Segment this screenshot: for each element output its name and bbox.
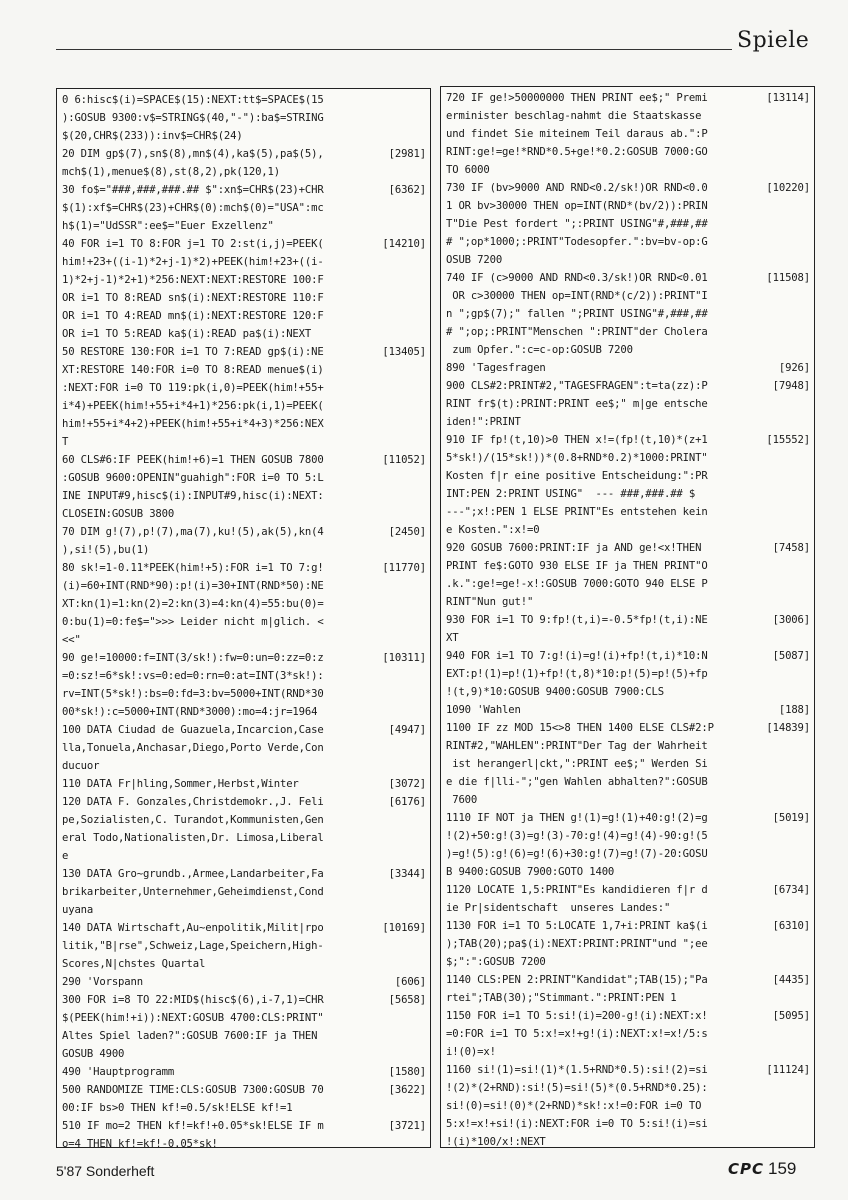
- code-line: [446, 1133, 810, 1148]
- header-rule: [56, 49, 732, 50]
- code-line: [446, 1061, 810, 1079]
- code-text: EXT:p!(1)=p!(1)+fp!(t,8)*10:p!(5)=p!(5)+fp: [446, 668, 708, 680]
- checksum: [7458]: [772, 542, 810, 554]
- code-line: [446, 917, 810, 935]
- code-line: [62, 793, 426, 811]
- code-text: B 9400:GOSUB 7900:GOTO 1400: [446, 866, 615, 878]
- code-line: [62, 1063, 426, 1081]
- code-text: zum Opfer.":c=c-op:GOSUB 7200: [446, 344, 633, 356]
- code-text: 40 FOR i=1 TO 8:FOR j=1 TO 2:st(i,j)=PEEK(: [62, 238, 324, 250]
- code-text: 1140 CLS:PEN 2:PRINT"Kandidat";TAB(15);"Pa: [446, 974, 708, 986]
- code-line: [446, 647, 810, 665]
- code-line: [446, 719, 810, 737]
- code-text: 60 CLS#6:IF PEEK(him!+6)=1 THEN GOSUB 7800: [62, 454, 324, 466]
- code-text: # ";op;:PRINT"Menschen ":PRINT"der Cholera: [446, 326, 708, 338]
- code-text: 20 DIM gp$(7),sn$(8),mn$(4),ka$(5),pa$(5),: [62, 148, 324, 160]
- code-text: 00:IF bs>0 THEN kf!=0.5/sk!ELSE kf!=1: [62, 1102, 293, 1114]
- checksum: [3344]: [388, 868, 426, 880]
- checksum: [13114]: [766, 92, 810, 104]
- code-text: T"Die Pest fordert ";:PRINT USING"#,###,##: [446, 218, 708, 230]
- code-text: Altes Spiel laden?":GOSUB 7600:IF ja THEN: [62, 1030, 318, 1042]
- code-line: [62, 559, 426, 577]
- code-line: [446, 1097, 810, 1115]
- code-text: RINT:ge!=ge!*RND*0.5+ge!*0.2:GOSUB 7000:GO: [446, 146, 708, 158]
- code-text: n ";gp$(7);" fallen ";PRINT USING"#,###,##: [446, 308, 708, 320]
- code-line: [446, 1043, 810, 1061]
- checksum: [13405]: [382, 346, 426, 358]
- code-line: [446, 449, 810, 467]
- code-text: und findet Sie miteinem Teil daraus ab.":P: [446, 128, 708, 140]
- code-line: [446, 521, 810, 539]
- code-text: INE INPUT#9,hisc$(i):INPUT#9,hisc(i):NEXT:: [62, 490, 324, 502]
- code-text: );TAB(20);pa$(i):NEXT:PRINT:PRINT"und ";ee: [446, 938, 708, 950]
- code-text: him!+55+i*4+2)+PEEK(him!+55+i*4+3)*256:NEX: [62, 418, 324, 430]
- checksum: [3072]: [388, 778, 426, 790]
- code-text: 730 IF (bv>9000 AND RND<0.2/sk!)OR RND<0.0: [446, 182, 708, 194]
- checksum: [14839]: [766, 722, 810, 734]
- code-text: <<": [62, 634, 81, 646]
- code-text: Scores,N|chstes Quartal: [62, 958, 206, 970]
- checksum: [3721]: [388, 1120, 426, 1132]
- code-text: uyana: [62, 904, 94, 916]
- code-line: [446, 485, 810, 503]
- code-text: 1)*2+j-1)*2+1)*256:NEXT:NEXT:RESTORE 100:F: [62, 274, 324, 286]
- code-text: RINT fr$(t):PRINT:PRINT ee$;" m|ge entsche: [446, 398, 708, 410]
- code-text: !(2)+50:g!(3)=g!(3)-70:g!(4)=g!(4)-90:g!(5: [446, 830, 708, 842]
- code-line: [62, 739, 426, 757]
- checksum: [11508]: [766, 272, 810, 284]
- code-text: XT: [446, 632, 459, 644]
- code-text: 720 IF ge!>50000000 THEN PRINT ee$;" Premi: [446, 92, 708, 104]
- code-line: [62, 289, 426, 307]
- code-text: $(PEEK(him!+i)):NEXT:GOSUB 4700:CLS:PRINT": [62, 1012, 324, 1024]
- code-line: [62, 253, 426, 271]
- code-line: [446, 1079, 810, 1097]
- code-line: [62, 1009, 426, 1027]
- code-text: 1110 IF NOT ja THEN g!(1)=g!(1)+40:g!(2)=g: [446, 812, 708, 824]
- code-text: Kosten f|r eine positive Entscheidung:":PR: [446, 470, 708, 482]
- code-line: [62, 883, 426, 901]
- code-line: [62, 1081, 426, 1099]
- checksum: [1580]: [388, 1066, 426, 1078]
- code-line: [446, 737, 810, 755]
- code-line: [446, 431, 810, 449]
- code-line: [62, 631, 426, 649]
- code-text: 70 DIM g!(7),p!(7),ma(7),ku!(5),ak(5),kn(4: [62, 526, 324, 538]
- code-line: [446, 683, 810, 701]
- code-text: !(2)*(2+RND):si!(5)=si!(5)*(0.5+RND*0.25):: [446, 1082, 708, 1094]
- checksum: [6734]: [772, 884, 810, 896]
- code-text: iden!":PRINT: [446, 416, 521, 428]
- code-line: [62, 1117, 426, 1135]
- code-line: [62, 487, 426, 505]
- code-line: [62, 163, 426, 181]
- code-line: [446, 791, 810, 809]
- checksum: [3006]: [772, 614, 810, 626]
- code-text: 1 OR bv>30000 THEN op=INT(RND*(bv/2)):PRIN: [446, 200, 708, 212]
- code-line: [62, 1027, 426, 1045]
- code-text: rtei";TAB(30);"Stimmant.":PRINT:PEN 1: [446, 992, 677, 1004]
- code-text: 510 IF mo=2 THEN kf!=kf!+0.05*sk!ELSE IF m: [62, 1120, 324, 1132]
- code-text: OR c>30000 THEN op=INT(RND*(c/2)):PRINT"I: [446, 290, 708, 302]
- code-line: [446, 395, 810, 413]
- code-line: [446, 557, 810, 575]
- code-text: o=4 THEN kf!=kf!-0.05*sk!: [62, 1138, 218, 1148]
- code-text: T: [62, 436, 69, 448]
- code-text: 500 RANDOMIZE TIME:CLS:GOSUB 7300:GOSUB 70: [62, 1084, 324, 1096]
- code-line: [446, 503, 810, 521]
- code-line: [62, 703, 426, 721]
- code-text: RINT#2,"WAHLEN":PRINT"Der Tag der Wahrheit: [446, 740, 708, 752]
- checksum: [6176]: [388, 796, 426, 808]
- code-text: e: [62, 850, 69, 862]
- listing-column-right: [440, 86, 815, 1148]
- code-line: [446, 413, 810, 431]
- code-line: [446, 197, 810, 215]
- code-text: TO 6000: [446, 164, 490, 176]
- code-line: [446, 971, 810, 989]
- code-text: 140 DATA Wirtschaft,Au~enpolitik,Milit|rpo: [62, 922, 324, 934]
- checksum: [7948]: [772, 380, 810, 392]
- code-text: 1090 'Wahlen: [446, 704, 521, 716]
- code-line: [62, 901, 426, 919]
- code-text: :NEXT:FOR i=0 TO 119:pk(i,0)=PEEK(him!+55+: [62, 382, 324, 394]
- code-text: 7600: [446, 794, 478, 806]
- code-line: [62, 955, 426, 973]
- checksum: [188]: [778, 704, 810, 716]
- code-line: [62, 325, 426, 343]
- code-text: 890 'Tagesfragen: [446, 362, 546, 374]
- code-line: [446, 665, 810, 683]
- code-line: [62, 865, 426, 883]
- checksum: [14210]: [382, 238, 426, 250]
- code-text: 1160 si!(1)=si!(1)*(1.5+RND*0.5):si!(2)=si: [446, 1064, 708, 1076]
- code-text: XT:kn(1)=1:kn(2)=2:kn(3)=4:kn(4)=55:bu(0)=: [62, 598, 324, 610]
- checksum: [11052]: [382, 454, 426, 466]
- code-line: [446, 377, 810, 395]
- checksum: [11124]: [766, 1064, 810, 1076]
- code-text: 110 DATA Fr|hling,Sommer,Herbst,Winter: [62, 778, 299, 790]
- code-text: CLOSEIN:GOSUB 3800: [62, 508, 175, 520]
- code-line: [446, 107, 810, 125]
- code-text: OR i=1 TO 8:READ sn$(i):NEXT:RESTORE 110:F: [62, 292, 324, 304]
- code-line: [62, 145, 426, 163]
- code-text: )=g!(5):g!(6)=g!(6)+30:g!(7)=g!(7)-20:GOSU: [446, 848, 708, 860]
- code-line: [62, 667, 426, 685]
- code-line: [62, 919, 426, 937]
- code-line: [446, 359, 810, 377]
- code-line: [62, 505, 426, 523]
- code-line: [62, 829, 426, 847]
- checksum: [4435]: [772, 974, 810, 986]
- checksum: [10169]: [382, 922, 426, 934]
- code-line: [446, 899, 810, 917]
- code-line: [446, 143, 810, 161]
- code-line: [446, 989, 810, 1007]
- code-line: [62, 721, 426, 739]
- code-text: XT:RESTORE 140:FOR i=0 TO 8:READ menue$(i): [62, 364, 324, 376]
- code-line: [446, 161, 810, 179]
- code-line: [62, 217, 426, 235]
- code-line: [62, 1045, 426, 1063]
- page-number: 159: [768, 1159, 797, 1178]
- code-line: [62, 811, 426, 829]
- code-line: [62, 991, 426, 1009]
- code-text: 290 'Vorspann: [62, 976, 143, 988]
- code-line: [62, 523, 426, 541]
- code-text: e Kosten.":x!=0: [446, 524, 540, 536]
- code-text: # ";op*1000;:PRINT"Todesopfer.":bv=bv-op:G: [446, 236, 708, 248]
- code-line: [62, 757, 426, 775]
- code-line: [446, 863, 810, 881]
- code-text: OR i=1 TO 4:READ mn$(i):NEXT:RESTORE 120:F: [62, 310, 324, 322]
- checksum: [5658]: [388, 994, 426, 1006]
- code-line: [446, 269, 810, 287]
- code-line: [62, 397, 426, 415]
- code-text: INT:PEN 2:PRINT USING" --- ###,###.## $: [446, 488, 696, 500]
- code-line: [62, 469, 426, 487]
- code-line: [446, 629, 810, 647]
- code-line: [446, 305, 810, 323]
- code-text: (i)=60+INT(RND*90):p!(i)=30+INT(RND*50):NE: [62, 580, 324, 592]
- checksum: [10220]: [766, 182, 810, 194]
- code-text: eral Todo,Nationalisten,Dr. Limosa,Liberal: [62, 832, 324, 844]
- code-line: [446, 323, 810, 341]
- code-text: 0:bu(1)=0:fe$=">>> Leider nicht m|glich. <: [62, 616, 324, 628]
- code-line: [62, 541, 426, 559]
- code-text: ---";x!:PEN 1 ELSE PRINT"Es entstehen kein: [446, 506, 708, 518]
- code-text: 90 ge!=10000:f=INT(3/sk!):fw=0:un=0:zz=0:z: [62, 652, 324, 664]
- code-text: =0:sz!=6*sk!:vs=0:ed=0:rn=0:at=INT(3*sk!):: [62, 670, 324, 682]
- code-text: .k.":ge!=ge!-x!:GOSUB 7000:GOTO 940 ELSE P: [446, 578, 708, 590]
- code-text: 910 IF fp!(t,10)>0 THEN x!=(fp!(t,10)*(z+1: [446, 434, 708, 446]
- code-text: OR i=1 TO 5:READ ka$(i):READ pa$(i):NEXT: [62, 328, 312, 340]
- issue-label: 5'87 Sonderheft: [56, 1163, 155, 1179]
- code-text: 130 DATA Gro~grundb.,Armee,Landarbeiter,Fa: [62, 868, 324, 880]
- code-line: [446, 215, 810, 233]
- checksum: [6310]: [772, 920, 810, 932]
- code-line: [446, 1007, 810, 1025]
- code-text: 490 'Hauptprogramm: [62, 1066, 175, 1078]
- section-title: Spiele: [737, 28, 810, 53]
- checksum: [926]: [778, 362, 810, 374]
- code-line: [446, 467, 810, 485]
- checksum: [5087]: [772, 650, 810, 662]
- code-line: [62, 937, 426, 955]
- code-line: [446, 125, 810, 143]
- code-text: mch$(1),menue$(8),st(8,2),pk(120,1): [62, 166, 280, 178]
- code-text: ducuor: [62, 760, 100, 772]
- checksum: [3622]: [388, 1084, 426, 1096]
- code-line: [62, 1135, 426, 1148]
- code-text: ),si!(5),bu(1): [62, 544, 150, 556]
- code-text: i*4)+PEEK(him!+55+i*4+1)*256:pk(i,1)=PEEK(: [62, 400, 324, 412]
- code-text: 5*sk!)/(15*sk!))*(0.8+RND*0.2)*1000:PRINT": [446, 452, 708, 464]
- code-text: brikarbeiter,Unternehmer,Geheimdienst,Cond: [62, 886, 324, 898]
- magazine-logo: CPC: [728, 1160, 765, 1178]
- code-text: 1130 FOR i=1 TO 5:LOCATE 1,7+i:PRINT ka$(i: [446, 920, 708, 932]
- checksum: [11770]: [382, 562, 426, 574]
- code-line: [446, 1025, 810, 1043]
- code-line: [62, 649, 426, 667]
- code-text: ist herangerl|ckt,":PRINT ee$;" Werden Si: [446, 758, 708, 770]
- code-line: [62, 199, 426, 217]
- code-text: PRINT fe$:GOTO 930 ELSE IF ja THEN PRINT"O: [446, 560, 708, 572]
- code-text: 5:x!=x!+si!(i):NEXT:FOR i=0 TO 5:si!(i)=si: [446, 1118, 708, 1130]
- code-text: 1150 FOR i=1 TO 5:si!(i)=200-g!(i):NEXT:x!: [446, 1010, 708, 1022]
- code-line: [446, 773, 810, 791]
- code-text: !(t,9)*10:GOSUB 9400:GOSUB 7900:CLS: [446, 686, 664, 698]
- code-text: $;":":GOSUB 7200: [446, 956, 546, 968]
- code-line: [446, 233, 810, 251]
- code-text: 0 6:hisc$(i)=SPACE$(15):NEXT:tt$=SPACE$(15: [62, 94, 324, 106]
- code-text: i!(0)=x!: [446, 1046, 496, 1058]
- code-line: [62, 91, 426, 109]
- checksum: [5095]: [772, 1010, 810, 1022]
- code-text: 740 IF (c>9000 AND RND<0.3/sk!)OR RND<0.01: [446, 272, 708, 284]
- code-text: 930 FOR i=1 TO 9:fp!(t,i)=-0.5*fp!(t,i):NE: [446, 614, 708, 626]
- code-line: [446, 251, 810, 269]
- code-line: [62, 361, 426, 379]
- code-line: [62, 847, 426, 865]
- code-line: [62, 451, 426, 469]
- code-line: [446, 287, 810, 305]
- code-line: [446, 701, 810, 719]
- code-text: 300 FOR i=8 TO 22:MID$(hisc$(6),i-7,1)=CHR: [62, 994, 324, 1006]
- code-line: [62, 379, 426, 397]
- code-line: [62, 235, 426, 253]
- code-text: e die f|lli-";"gen Wahlen abhalten?":GOSUB: [446, 776, 708, 788]
- code-text: !(i)*100/x!:NEXT: [446, 1136, 546, 1148]
- checksum: [2450]: [388, 526, 426, 538]
- code-line: [446, 89, 810, 107]
- code-text: ):GOSUB 9300:v$=STRING$(40,"-"):ba$=STRING: [62, 112, 324, 124]
- code-text: 920 GOSUB 7600:PRINT:IF ja AND ge!<x!THEN: [446, 542, 702, 554]
- code-text: lla,Tonuela,Anchasar,Diego,Porto Verde,Con: [62, 742, 324, 754]
- code-line: [62, 433, 426, 451]
- code-text: :GOSUB 9600:OPENIN"guahigh":FOR i=0 TO 5:L: [62, 472, 324, 484]
- checksum: [5019]: [772, 812, 810, 824]
- code-line: [62, 307, 426, 325]
- code-text: 00*sk!):c=5000+INT(RND*3000):mo=4:jr=1964: [62, 706, 318, 718]
- listing-column-left: [56, 88, 431, 1148]
- code-line: [446, 593, 810, 611]
- code-line: [62, 775, 426, 793]
- code-line: [62, 1099, 426, 1117]
- code-line: [62, 181, 426, 199]
- code-line: [62, 595, 426, 613]
- code-line: [446, 179, 810, 197]
- code-text: erminister beschlag-nahmt die Staatskasse: [446, 110, 702, 122]
- code-line: [446, 341, 810, 359]
- code-text: si!(0)=si!(0)*(2+RND)*sk!:x!=0:FOR i=0 TO: [446, 1100, 702, 1112]
- code-text: 30 fo$="###,###,###.## $":xn$=CHR$(23)+CHR: [62, 184, 324, 196]
- code-text: 80 sk!=1-0.11*PEEK(him!+5):FOR i=1 TO 7:g!: [62, 562, 324, 574]
- checksum: [10311]: [382, 652, 426, 664]
- checksum: [606]: [394, 976, 426, 988]
- code-text: him!+23+((i-1)*2+j-1)*2)+PEEK(him!+23+((i-: [62, 256, 324, 268]
- code-text: 120 DATA F. Gonzales,Christdemokr.,J. Feli: [62, 796, 324, 808]
- code-text: 50 RESTORE 130:FOR i=1 TO 7:READ gp$(i):NE: [62, 346, 324, 358]
- code-line: [62, 685, 426, 703]
- code-line: [446, 935, 810, 953]
- code-text: 1120 LOCATE 1,5:PRINT"Es kandidieren f|r d: [446, 884, 708, 896]
- code-line: [62, 271, 426, 289]
- checksum: [2981]: [388, 148, 426, 160]
- code-line: [446, 881, 810, 899]
- code-line: [446, 755, 810, 773]
- code-text: 100 DATA Ciudad de Guazuela,Incarcion,Case: [62, 724, 324, 736]
- code-text: GOSUB 4900: [62, 1048, 125, 1060]
- code-text: rv=INT(5*sk!):bs=0:fd=3:bv=5000+INT(RND*30: [62, 688, 324, 700]
- code-text: OSUB 7200: [446, 254, 503, 266]
- code-text: RINT"Nun gut!": [446, 596, 534, 608]
- code-line: [446, 809, 810, 827]
- code-line: [446, 611, 810, 629]
- code-text: 940 FOR i=1 TO 7:g!(i)=g!(i)+fp!(t,i)*10:N: [446, 650, 708, 662]
- checksum: [6362]: [388, 184, 426, 196]
- code-line: [62, 613, 426, 631]
- code-text: ie Pr|sidentschaft unseres Landes:": [446, 902, 671, 914]
- code-text: 1100 IF zz MOD 15<>8 THEN 1400 ELSE CLS#2:P: [446, 722, 714, 734]
- code-line: [62, 973, 426, 991]
- code-text: =0:FOR i=1 TO 5:x!=x!+g!(i):NEXT:x!=x!/5:s: [446, 1028, 708, 1040]
- code-text: $(20,CHR$(233)):inv$=CHR$(24): [62, 130, 243, 142]
- code-line: [446, 539, 810, 557]
- code-line: [446, 953, 810, 971]
- code-line: [62, 343, 426, 361]
- code-line: [62, 109, 426, 127]
- code-line: [446, 845, 810, 863]
- checksum: [15552]: [766, 434, 810, 446]
- code-line: [62, 415, 426, 433]
- code-text: $(1):xf$=CHR$(23)+CHR$(0):mch$(0)="USA":mc: [62, 202, 324, 214]
- code-line: [62, 577, 426, 595]
- code-line: [446, 827, 810, 845]
- code-text: 900 CLS#2:PRINT#2,"TAGESFRAGEN":t=ta(zz):P: [446, 380, 708, 392]
- code-line: [62, 127, 426, 145]
- checksum: [4947]: [388, 724, 426, 736]
- code-text: h$(1)="UdSSR":ee$="Euer Exzellenz": [62, 220, 274, 232]
- code-text: pe,Sozialisten,C. Turandot,Kommunisten,Gen: [62, 814, 324, 826]
- code-line: [446, 575, 810, 593]
- code-text: litik,"B|rse",Schweiz,Lage,Speichern,High-: [62, 940, 324, 952]
- code-line: [446, 1115, 810, 1133]
